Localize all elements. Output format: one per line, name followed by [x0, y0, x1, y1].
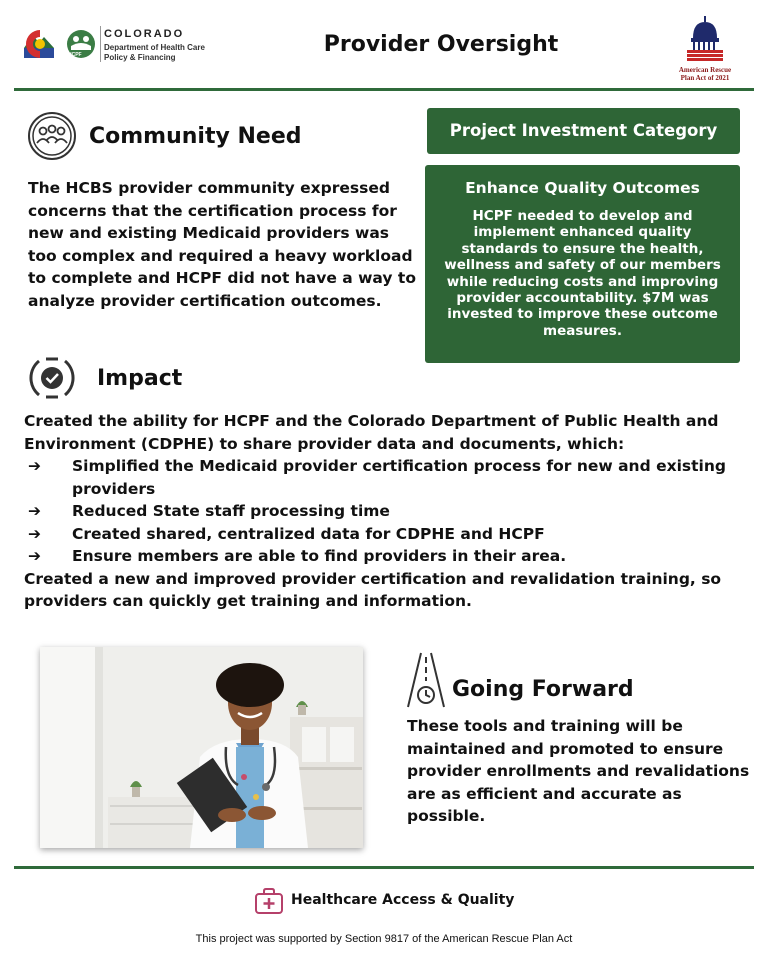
- going-forward-heading: Going Forward: [452, 677, 634, 702]
- capitol-dome-icon: [683, 14, 727, 62]
- arpa-text-line2: Plan Act of 2021: [680, 74, 730, 82]
- healthcare-access-label: Healthcare Access & Quality: [291, 892, 515, 908]
- impact-item-text: Simplified the Medicaid provider certification process for new and existing providers: [72, 457, 726, 498]
- impact-list-item: [24, 500, 754, 523]
- investment-category-title: Enhance Quality Outcomes: [465, 179, 700, 197]
- arrow-icon: ➔: [28, 547, 41, 565]
- impact-list-item: [24, 523, 754, 546]
- arrow-icon: ➔: [28, 457, 41, 475]
- arpa-text-line1: American Rescue: [678, 66, 732, 74]
- footer-divider: [14, 866, 754, 869]
- org-subtitle-line1: Department of Health Care: [104, 43, 205, 52]
- going-forward-text: These tools and training will be maintained and promoted to ensure provider enrollments and revalidations are as efficient and accurate as possible.: [407, 717, 750, 825]
- colorado-c-logo-icon: [22, 26, 102, 62]
- impact-outro: Created a new and improved provider certification and revalidation training, so providers can quickly get training and information.: [24, 569, 722, 610]
- page-title: Provider Oversight: [323, 32, 559, 57]
- impact-intro: Created the ability for HCPF and the Colorado Department of Public Health and Environment (CDPHE) to share provider data and documents, which:: [24, 412, 719, 453]
- impact-item-text: Ensure members are able to find providers in their area.: [72, 547, 567, 565]
- project-investment-banner: Project Investment Category: [427, 108, 740, 154]
- org-subtitle-line2: Policy & Financing: [104, 53, 176, 62]
- arrow-icon: ➔: [28, 502, 41, 520]
- impact-list-item: [24, 545, 754, 568]
- investment-category-box: [425, 165, 740, 363]
- org-name-block: [104, 28, 205, 63]
- american-rescue-plan-logo: [668, 14, 742, 84]
- community-people-icon: [27, 111, 77, 161]
- page-header: [0, 0, 768, 90]
- impact-item-text: Reduced State staff processing time: [72, 502, 390, 520]
- impact-item-text: Created shared, centralized data for CDPHE and HCPF: [72, 524, 545, 543]
- road-forward-icon: [405, 651, 447, 709]
- community-need-heading: Community Need: [89, 124, 302, 149]
- funding-note: This project was supported by Section 9817 of the American Rescue Plan Act: [195, 933, 573, 945]
- impact-list: [24, 455, 754, 568]
- impact-heading: Impact: [97, 366, 183, 391]
- doctor-photo: [40, 647, 363, 848]
- arrow-icon: ➔: [28, 524, 41, 543]
- header-divider: [14, 88, 754, 91]
- org-title: COLORADO: [104, 28, 185, 40]
- medical-kit-icon: [255, 888, 283, 914]
- logo-divider: [100, 26, 101, 62]
- impact-list-item: [24, 455, 754, 500]
- impact-check-icon: [27, 353, 77, 403]
- community-need-text: The HCBS provider community expressed concerns that the certification process for new and existing Medicaid providers was too complex and required a heavy workload to complete and HCPF did not have a way to analyze provider certification outcomes.: [28, 179, 416, 310]
- impact-content: [24, 410, 754, 613]
- investment-category-text: HCPF needed to develop and implement enhanced quality standards to ensure the health, wellness and safety of our members while reducing costs and improving provider accountability. $7M was invested to improve these outcome measures.: [444, 208, 721, 339]
- hcpf-badge-text: HCPF: [68, 52, 82, 58]
